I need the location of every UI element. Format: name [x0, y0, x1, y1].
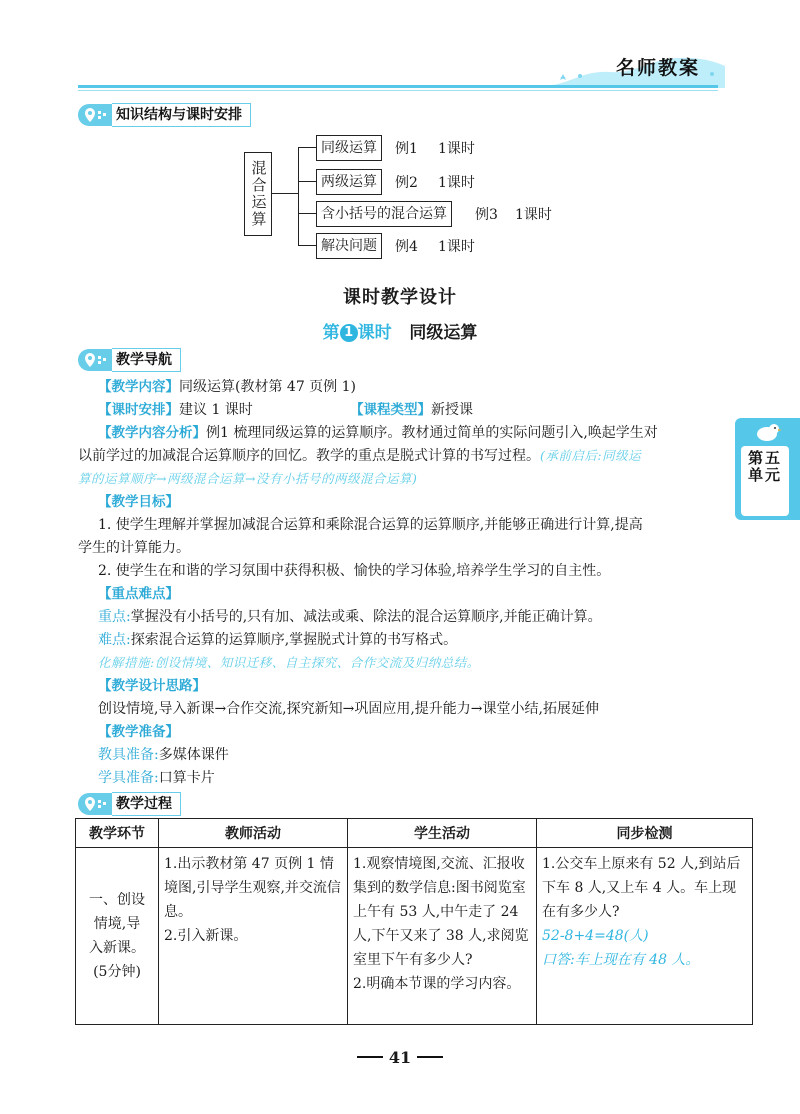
stage-text: 入新课。: [89, 940, 145, 956]
teacher-cell: [159, 848, 348, 1025]
page-number-dash: [357, 1056, 383, 1058]
diagram-example: 例1: [395, 141, 418, 157]
unit-label-line: 单元: [747, 466, 782, 484]
diagram-node: 两级运算: [316, 169, 382, 195]
stage-text: (5分钟): [93, 964, 141, 980]
guide-analysis-note-1: (承前启后:同级运: [540, 448, 642, 463]
guide-content-line: [98, 377, 356, 397]
diagram-connector: [298, 213, 316, 214]
hard-text: 探索混合运算的运算顺序,掌握脱式计算的书写格式。: [130, 632, 458, 648]
diagram-connector: [298, 147, 316, 148]
section-title: 教学导航: [112, 348, 181, 372]
unit-label-line: 第五: [747, 449, 782, 467]
check-cell: [537, 848, 753, 1025]
table-header: 教师活动: [159, 819, 348, 848]
diagram-connector: [298, 147, 299, 245]
guide-type: 新授课: [431, 402, 473, 418]
stage-text: 一、创设: [89, 892, 145, 908]
page-number: [0, 1048, 800, 1067]
guide-analysis-line-3: [78, 469, 417, 489]
guide-content: 同级运算(教材第 47 页例 1): [179, 379, 356, 395]
check-answer: 52-8+4=48(人): [542, 928, 649, 944]
teacher-prep: 多媒体课件: [158, 747, 229, 763]
diagram-node: 含小括号的混合运算: [316, 201, 452, 227]
tag-prep: 【教学准备】: [98, 724, 179, 740]
section-badge-process: [78, 792, 181, 816]
section-badge-structure: [78, 103, 251, 127]
student-cell: [348, 848, 537, 1025]
section-badge-guide: [78, 348, 181, 372]
table-header: 同步检测: [537, 819, 753, 848]
teacher-activity: 2.引入新课。: [164, 928, 248, 944]
key-tag-line: [98, 584, 179, 604]
tag-schedule: 【课时安排】: [98, 402, 179, 418]
main-heading: 课时教学设计: [343, 287, 457, 308]
diagram-root: [244, 152, 272, 236]
guide-type-line: [350, 400, 473, 420]
guide-schedule: 建议 1 课时: [179, 402, 253, 418]
diagram-example: 例3: [475, 207, 498, 223]
resolve-note: 化解措施:创设情境、知识迁移、自主探究、合作交流及归纳总结。: [98, 655, 480, 670]
key-text: 掌握没有小括号的,只有加、减法或乘、除法的混合运算顺序,并能正确计算。: [130, 609, 602, 625]
tag-key: 【重点难点】: [98, 586, 179, 602]
guide-schedule-line: [98, 400, 253, 420]
guide-analysis-line: [98, 423, 658, 443]
check-answer: 口答:车上现在有 48 人。: [542, 952, 700, 968]
goal-tag-line: [98, 492, 179, 512]
design-line: 创设情境,导入新课→合作交流,探究新知→巩固应用,提升能力→课堂小结,拓展延伸: [98, 701, 599, 717]
pin-icon: [78, 793, 112, 815]
tag-content: 【教学内容】: [98, 379, 179, 395]
diagram-hours: 1课时: [438, 141, 475, 157]
goal-2-line: 2. 使学生在和谐的学习氛围中获得积极、愉快的学习体验,培养学生学习的自主性。: [98, 563, 611, 579]
table-header-row: [76, 819, 753, 848]
hard-label: 难点:: [98, 632, 131, 648]
guide-analysis-line-2: [78, 446, 641, 466]
diagram-connector: [272, 193, 298, 194]
page-number-value: 41: [388, 1048, 412, 1067]
section-title: 教学过程: [112, 792, 181, 816]
guide-analysis-2: 以前学过的加减混合运算顺序的回忆。教学的重点是脱式计算的书写过程。: [78, 448, 540, 464]
student-prep-label: 学具准备:: [98, 770, 159, 786]
diagram-example: 例2: [395, 175, 418, 191]
stage-cell: [76, 848, 159, 1025]
student-activity: 2.明确本节课的学习内容。: [353, 976, 521, 992]
header-rule: [78, 85, 718, 88]
resolve-line: [98, 653, 480, 673]
design-tag-line: [98, 676, 206, 696]
unit-label: [741, 450, 789, 484]
diagram-root-label: 混合运算: [249, 160, 268, 228]
process-table: [75, 818, 753, 1025]
diagram-connector: [298, 181, 316, 182]
tag-analysis: 【教学内容分析】: [98, 425, 206, 441]
lesson-title: 同级运算: [409, 323, 478, 343]
header-title: 名师教案: [615, 57, 700, 79]
teacher-prep-line: [98, 745, 229, 765]
table-header: 教学环节: [76, 819, 159, 848]
teacher-prep-label: 教具准备:: [98, 747, 159, 763]
table-row: [76, 848, 753, 1025]
diagram-example: 例4: [395, 239, 418, 255]
section-title: 知识结构与课时安排: [112, 103, 251, 127]
lesson-prefix-suffix: 课时: [357, 323, 392, 343]
lesson-prefix: 第: [322, 323, 340, 343]
pin-icon: [78, 349, 112, 371]
diagram-hours: 1课时: [438, 175, 475, 191]
key-line: [98, 607, 602, 627]
goal-1-line-2: 学生的计算能力。: [78, 540, 190, 556]
student-prep: 口算卡片: [158, 770, 215, 786]
lesson-number-badge: 1: [340, 324, 358, 342]
pin-icon: [78, 104, 112, 126]
tag-goal: 【教学目标】: [98, 494, 179, 510]
check-question: 1.公交车上原来有 52 人,到站后下车 8 人,又上车 4 人。车上现在有多少人?: [542, 856, 741, 920]
student-activity: 1.观察情境图,交流、汇报收集到的数学信息:图书阅览室上午有 53 人,中午走了 24 人,下午又来了 38 人,求阅览室里下午有多少人?: [353, 856, 529, 968]
teacher-activity: 1.出示教材第 47 页例 1 情境图,引导学生观察,并交流信息。: [164, 856, 341, 920]
student-prep-line: [98, 768, 215, 788]
goal-1-line: 1. 使学生理解并掌握加减混合运算和乘除混合运算的运算顺序,并能够正确进行计算,提高: [98, 517, 643, 533]
diagram-node: 解决问题: [316, 233, 382, 259]
guide-analysis-note-2: 算的运算顺序→两级混合运算→没有小括号的两级混合运算): [78, 471, 418, 486]
diagram-connector: [298, 245, 316, 246]
prep-tag-line: [98, 722, 179, 742]
lesson-heading: [0, 318, 800, 343]
diagram-hours: 1课时: [438, 239, 475, 255]
table-header: 学生活动: [348, 819, 537, 848]
guide-analysis-1: 例1 梳理同级运算的运算顺序。教材通过简单的实际问题引入,唤起学生对: [206, 425, 658, 441]
diagram-hours: 1课时: [515, 207, 552, 223]
stage-text: 情境,导: [93, 916, 141, 932]
diagram-node: 同级运算: [316, 135, 382, 161]
page-number-dash: [417, 1056, 443, 1058]
tag-type: 【课程类型】: [350, 402, 431, 418]
tag-design: 【教学设计思路】: [98, 678, 206, 694]
bird-icon: [752, 421, 782, 443]
key-label: 重点:: [98, 609, 131, 625]
header-rule-thin: [78, 90, 718, 91]
hard-line: [98, 630, 457, 650]
